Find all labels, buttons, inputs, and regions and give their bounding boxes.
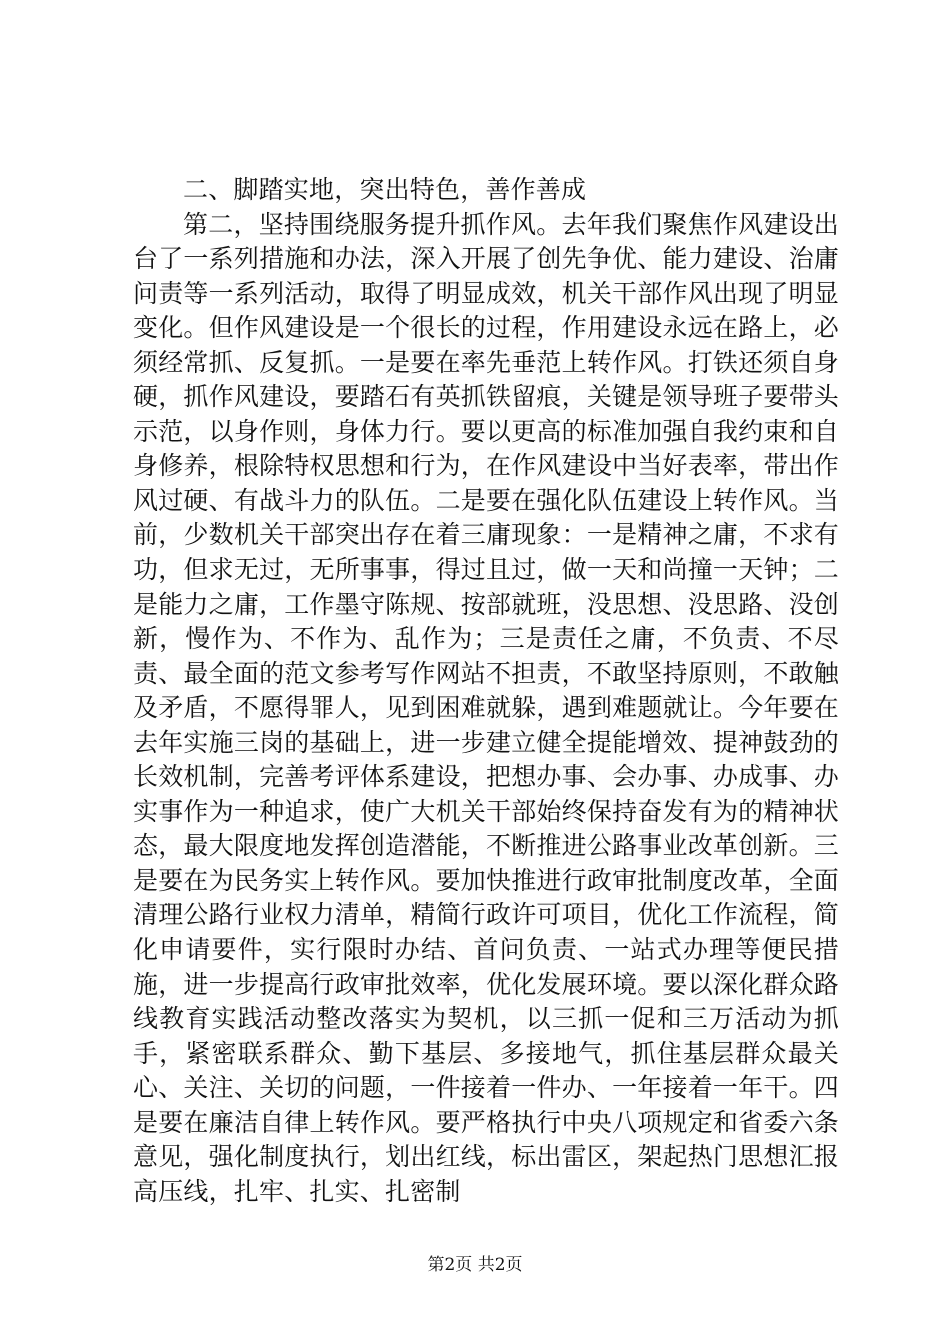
page-number-footer: 第2页 共2页 — [427, 1255, 523, 1275]
body-paragraph: 第二，坚持围绕服务提升抓作风。去年我们聚焦作风建设出台了一系列措施和办法，深入开展了创先争优、能力建设、治庸问责等一系列活动，取得了明显成效，机关干部作风出现了明显变化。但作风建设是一个很长的过程，作用建设永远在路上，必须经常抓、反复抓。一是要在率先垂范上转作风。打铁还须自身硬，抓作风建设，要踏石有英抓铁留痕，关键是领导班子要带头示范，以身作则，身体力行。要以更高的标准加强自我约束和自身修养，根除特权思想和行为，在作风建设中当好表率，带出作风过硬、有战斗力的队伍。二是要在强化队伍建设上转作风。当前，少数机关干部突出存在着三庸现象：一是精神之庸，不求有功，但求无过，无所事事，得过且过，做一天和尚撞一天钟；二是能力之庸，工作墨守陈规、按部就班，没思想、没思路、没创新，慢作为、不作为、乱作为；三是责任之庸，不负责、不尽责、最全面的范文参考写作网站不担责，不敢坚持原则，不敢触及矛盾，不愿得罪人，见到困难就躲，遇到难题就让。今年要在去年实施三岗的基础上，进一步建立健全提能增效、提神鼓劲的长效机制，完善考评体系建设，把想办事、会办事、办成事、办实事作为一种追求，使广大机关干部始终保持奋发有为的精神状态，最大限度地发挥创造潜能，不断推进公路事业改革创新。三是要在为民务实上转作风。要加快推进行政审批制度改革，全面清理公路行业权力清单，精简行政许可项目，优化工作流程，简化申请要件，实行限时办结、首问负责、一站式办理等便民措施，进一步提高行政审批效率，优化发展环境。要以深化群众路线教育实践活动整改落实为契机，以三抓一促和三万活动为抓手，紧密联系群众、勤下基层、多接地气，抓住基层群众最关心、关注、关切的问题，一件接着一件办、一年接着一年干。四是要在廉洁自律上转作风。要严格执行中央八项规定和省委六条意见，强化制度执行，划出红线，标出雷区，架起热门思想汇报高压线，扎牢、扎实、扎密制 — [133, 209, 839, 1206]
document-body — [133, 173, 839, 1209]
section-heading: 二、脚踏实地，突出特色，善作善成 — [183, 175, 587, 204]
